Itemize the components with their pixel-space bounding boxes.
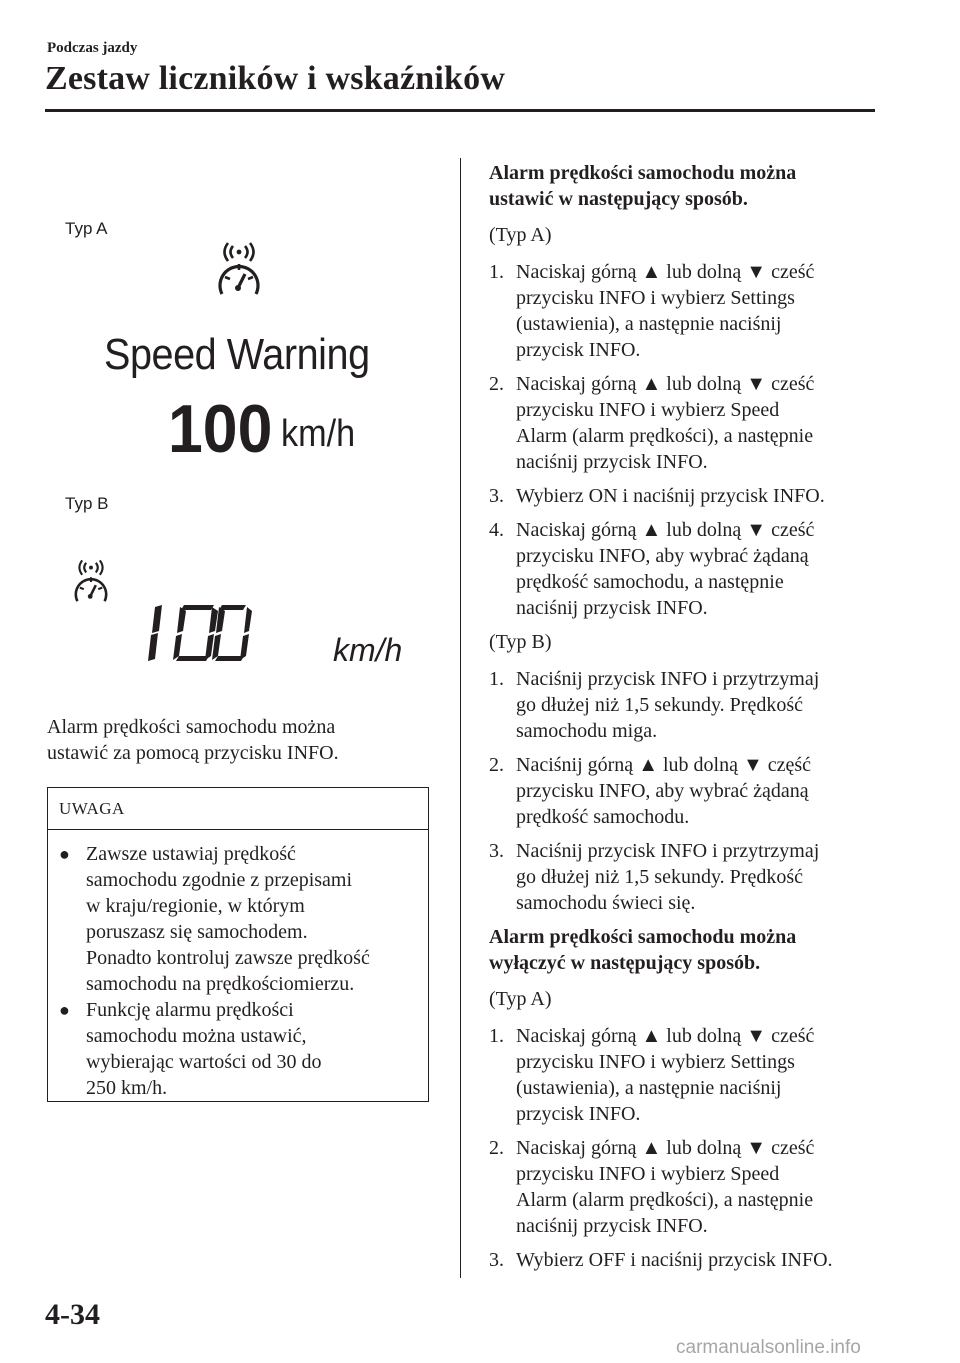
bullet-icon: ● — [59, 844, 70, 864]
heading-line: Alarm prędkości samochodu można — [489, 926, 797, 948]
step-item — [489, 666, 889, 744]
step-number: 2. — [489, 1137, 504, 1159]
note-line: Funkcję alarmu prędkości — [86, 999, 294, 1021]
note-line: Ponadto kontroluj zawsze prędkość — [86, 947, 370, 969]
heading-line: wyłączyć w następujący sposób. — [489, 952, 761, 974]
step-item — [489, 1135, 889, 1239]
step-line: przycisku INFO i wybierz Speed — [516, 1163, 780, 1185]
step-line: (ustawienia), a następnie naciśnij — [516, 1077, 782, 1099]
note-line: samochodu na prędkościomierzu. — [86, 973, 355, 995]
figure-a-label: Typ A — [65, 219, 108, 238]
speed-alarm-icon — [71, 558, 111, 606]
step-line: Naciśnij górną ▲ lub dolną ▼ część — [516, 754, 812, 776]
step-line: przycisku INFO, aby wybrać żądaną — [516, 780, 809, 802]
intro-line: ustawić za pomocą przycisku INFO. — [47, 742, 339, 764]
step-line: Naciskaj górną ▲ lub dolną ▼ cześć — [516, 1137, 815, 1159]
note-line: poruszasz się samochodem. — [86, 921, 308, 943]
step-line: przycisku INFO i wybierz Settings — [516, 1051, 795, 1073]
step-line: Alarm (alarm prędkości), a następnie — [516, 425, 814, 447]
step-item — [489, 1247, 889, 1273]
step-line: przycisku INFO, aby wybrać żądaną — [516, 545, 809, 567]
step-line: (ustawienia), a następnie naciśnij — [516, 313, 782, 335]
step-number: 3. — [489, 485, 504, 507]
step-number: 1. — [489, 261, 504, 283]
note-line: wybierając wartości od 30 do — [86, 1051, 322, 1073]
step-line: naciśnij przycisk INFO. — [516, 1215, 708, 1237]
typ-a-label: (Typ A) — [489, 988, 552, 1010]
step-line: przycisku INFO i wybierz Settings — [516, 287, 795, 309]
step-line: Naciskaj górną ▲ lub dolną ▼ cześć — [516, 261, 815, 283]
note-item — [59, 997, 421, 1101]
heading-line: Alarm prędkości samochodu można — [489, 162, 797, 184]
step-line: go dłużej niż 1,5 sekundy. Prędkość — [516, 694, 803, 716]
step-line: naciśnij przycisk INFO. — [516, 451, 708, 473]
typ-a-label: (Typ A) — [489, 224, 552, 246]
step-number: 3. — [489, 1249, 504, 1271]
step-line: prędkość samochodu. — [516, 806, 690, 828]
note-line: 250 km/h. — [86, 1077, 168, 1099]
intro-text — [47, 714, 339, 766]
step-line: Naciśnij przycisk INFO i przytrzymaj — [516, 840, 820, 862]
step-line: przycisk INFO. — [516, 1103, 641, 1125]
step-number: 4. — [489, 519, 504, 541]
step-line: Naciśnij przycisk INFO i przytrzymaj — [516, 668, 820, 690]
note-line: samochodu można ustawić, — [86, 1025, 307, 1047]
segment-display-digits — [140, 603, 252, 663]
step-line: Wybierz OFF i naciśnij przycisk INFO. — [516, 1249, 833, 1271]
note-box — [47, 787, 429, 1102]
step-line: Wybierz ON i naciśnij przycisk INFO. — [516, 485, 825, 507]
step-item — [489, 259, 889, 363]
note-line: w kraju/regionie, w którym — [86, 895, 305, 917]
step-line: Naciskaj górną ▲ lub dolną ▼ cześć — [516, 519, 815, 541]
heading-line: ustawić w następujący sposób. — [489, 188, 748, 210]
step-number: 1. — [489, 668, 504, 690]
bullet-icon: ● — [59, 1000, 70, 1020]
section-label: Podczas jazdy — [47, 40, 138, 56]
speed-warning-text: Speed Warning — [104, 330, 370, 379]
step-line: naciśnij przycisk INFO. — [516, 597, 708, 619]
speed-unit-a: km/h — [281, 413, 356, 455]
watermark[interactable]: carmanualsonline.info — [676, 1337, 861, 1358]
intro-line: Alarm prędkości samochodu można — [47, 716, 336, 738]
step-item — [489, 517, 889, 621]
note-line: Zawsze ustawiaj prędkość — [86, 843, 296, 865]
step-line: przycisk INFO. — [516, 339, 641, 361]
step-line: Naciskaj górną ▲ lub dolną ▼ cześć — [516, 373, 815, 395]
step-number: 2. — [489, 373, 504, 395]
set-section — [489, 160, 889, 916]
step-line: przycisku INFO i wybierz Speed — [516, 399, 780, 421]
note-line: samochodu zgodnie z przepisami — [86, 869, 353, 891]
step-item — [489, 483, 889, 509]
section-heading — [489, 924, 889, 976]
column-divider — [460, 158, 461, 1278]
step-number: 3. — [489, 840, 504, 862]
note-item — [59, 841, 421, 997]
off-section — [489, 924, 889, 1273]
note-header — [48, 788, 428, 830]
step-line: samochodu świeci się. — [516, 892, 696, 914]
step-item — [489, 371, 889, 475]
step-number: 2. — [489, 754, 504, 776]
step-line: samochodu miga. — [516, 720, 658, 742]
step-line: Alarm (alarm prędkości), a następnie — [516, 1189, 814, 1211]
page-title: Zestaw liczników i wskaźników — [45, 60, 506, 97]
typ-b-label: (Typ B) — [489, 631, 552, 653]
step-item — [489, 1023, 889, 1127]
note-heading: UWAGA — [59, 799, 125, 818]
right-column — [489, 160, 889, 1281]
step-number: 1. — [489, 1025, 504, 1047]
page-number: 4-34 — [45, 1298, 100, 1331]
step-item — [489, 752, 889, 830]
section-heading — [489, 160, 889, 212]
speed-value-a: 100 — [168, 391, 273, 467]
title-rule — [45, 109, 875, 112]
step-line: prędkość samochodu, a następnie — [516, 571, 784, 593]
step-item — [489, 838, 889, 916]
step-line: go dłużej niż 1,5 sekundy. Prędkość — [516, 866, 803, 888]
step-line: Naciskaj górną ▲ lub dolną ▼ cześć — [516, 1025, 815, 1047]
speed-alarm-icon — [214, 240, 264, 300]
speed-unit-b: km/h — [333, 632, 403, 668]
figure-b-label: Typ B — [65, 494, 109, 513]
